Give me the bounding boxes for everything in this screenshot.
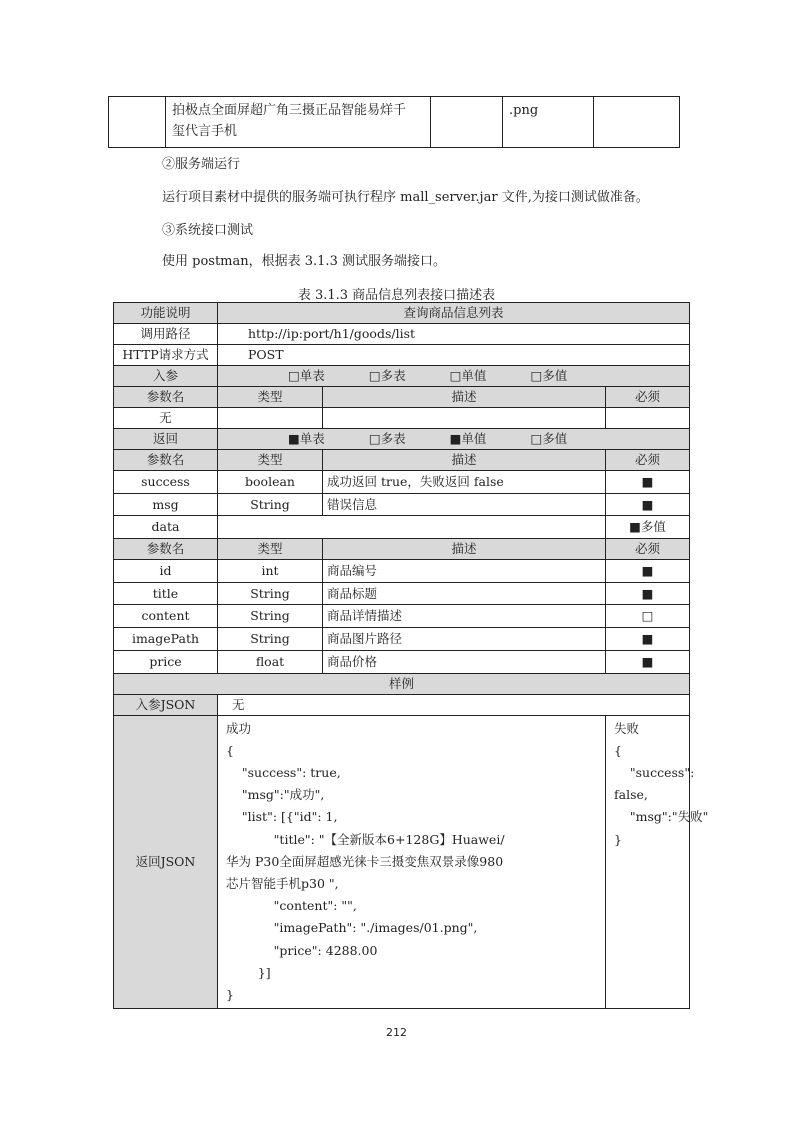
param-type: int (218, 560, 323, 583)
func-value: 查询商品信息列表 (218, 303, 690, 324)
param-name: msg (114, 493, 218, 516)
required-header: 必须 (606, 539, 690, 560)
table-row (114, 605, 690, 628)
api-spec-table (113, 302, 709, 1009)
input-option-multi-table: □多表 (368, 368, 406, 383)
func-label: 功能说明 (114, 303, 218, 324)
input-param-none: 无 (114, 408, 218, 429)
input-label: 入参 (114, 366, 218, 387)
param-header: 参数名 (114, 539, 218, 560)
param-header: 参数名 (114, 450, 218, 471)
desc-header: 描述 (323, 450, 606, 471)
param-name: success (114, 471, 218, 494)
input-option-multi-value: □多值 (530, 368, 568, 383)
method-value: POST (218, 345, 690, 366)
param-name: price (114, 650, 218, 673)
param-desc: 商品详情描述 (323, 605, 606, 628)
product-image-ext-cell: .png (503, 97, 594, 148)
table-row (114, 628, 690, 651)
service-paragraph: 运行项目素材中提供的服务端可执行程序 mall_server.jar 文件,为接口测试做准备。 (162, 190, 649, 205)
data-param-blank (218, 516, 606, 539)
table-row (114, 493, 690, 516)
fail-json-sample: 失败 { "success": false, "msg":"失败" } (606, 715, 690, 1009)
param-desc: 商品标题 (323, 582, 606, 605)
param-desc: 商品价格 (323, 650, 606, 673)
return-option-multi-value: □多值 (530, 431, 568, 446)
return-json-label: 返回JSON (114, 715, 218, 1009)
path-label: 调用路径 (114, 324, 218, 345)
input-param-required (606, 408, 690, 429)
param-name: id (114, 560, 218, 583)
param-required: ■ (606, 560, 690, 583)
type-header: 类型 (218, 539, 323, 560)
param-required: ■ (606, 582, 690, 605)
test-paragraph: 使用 postman，根据表 3.1.3 测试服务端接口。 (162, 254, 446, 269)
input-option-single-value: □单值 (449, 368, 487, 383)
return-label: 返回 (114, 429, 218, 450)
data-param-required: ■多值 (606, 516, 690, 539)
param-type: String (218, 493, 323, 516)
param-name: content (114, 605, 218, 628)
param-desc: 商品编号 (323, 560, 606, 583)
param-header: 参数名 (114, 387, 218, 408)
input-options (218, 366, 690, 387)
product-index-cell (109, 97, 166, 148)
required-header: 必须 (606, 387, 690, 408)
input-json-label: 入参JSON (114, 694, 218, 715)
table-caption: 表 3.1.3 商品信息列表接口描述表 (297, 288, 496, 303)
product-name-line2: 玺代言手机 (172, 124, 238, 139)
param-required: ■ (606, 650, 690, 673)
data-param-name: data (114, 516, 218, 539)
param-name: title (114, 582, 218, 605)
input-json-value: 无 (218, 694, 690, 715)
type-header: 类型 (218, 387, 323, 408)
table-row (114, 516, 690, 539)
desc-header: 描述 (323, 387, 606, 408)
param-desc: 成功返回 true，失败返回 false (323, 471, 606, 494)
product-name-line1: 拍极点全面屏超广角三摄正品智能易烊千 (172, 103, 407, 118)
product-table-fragment (108, 96, 680, 148)
param-required: □ (606, 605, 690, 628)
return-option-single-value: ■单值 (449, 431, 487, 446)
product-last-cell (594, 97, 680, 148)
product-name-cell (166, 97, 431, 148)
param-type: float (218, 650, 323, 673)
type-header: 类型 (218, 450, 323, 471)
return-option-single-table: ■单表 (288, 431, 325, 446)
param-desc: 错误信息 (323, 493, 606, 516)
path-value: http://ip:port/h1/goods/list (218, 324, 690, 345)
param-type: String (218, 628, 323, 651)
table-row (114, 582, 690, 605)
return-options (218, 429, 690, 450)
table-row (114, 560, 690, 583)
param-type: String (218, 605, 323, 628)
param-desc: 商品图片路径 (323, 628, 606, 651)
input-param-type (218, 408, 323, 429)
table-row (114, 650, 690, 673)
section-service-heading: ②服务端运行 (162, 157, 241, 172)
input-option-single-table: □单表 (288, 368, 325, 383)
param-name: imagePath (114, 628, 218, 651)
page-number: 212 (386, 1026, 407, 1039)
table-row (114, 471, 690, 494)
param-type: boolean (218, 471, 323, 494)
desc-header: 描述 (323, 539, 606, 560)
required-header: 必须 (606, 450, 690, 471)
param-required: ■ (606, 493, 690, 516)
method-label: HTTP请求方式 (114, 345, 218, 366)
input-param-desc (323, 408, 606, 429)
return-option-multi-table: □多表 (368, 431, 406, 446)
param-required: ■ (606, 628, 690, 651)
success-json-sample: 成功 { "success": true, "msg":"成功", "list": [{"id": 1, "title": "【全新版本6+128G】Huawei/ 华为 P30全面屏超感光徕卡三摄变焦双景录像980 芯片智能手机p30 ", "content": "", "imagePath": "./images/01.png", "price": 4288.00 }] } (218, 715, 606, 1009)
sample-heading: 样例 (114, 673, 690, 694)
param-required: ■ (606, 471, 690, 494)
product-empty-cell (431, 97, 503, 148)
section-test-heading: ③系统接口测试 (162, 223, 254, 238)
param-type: String (218, 582, 323, 605)
